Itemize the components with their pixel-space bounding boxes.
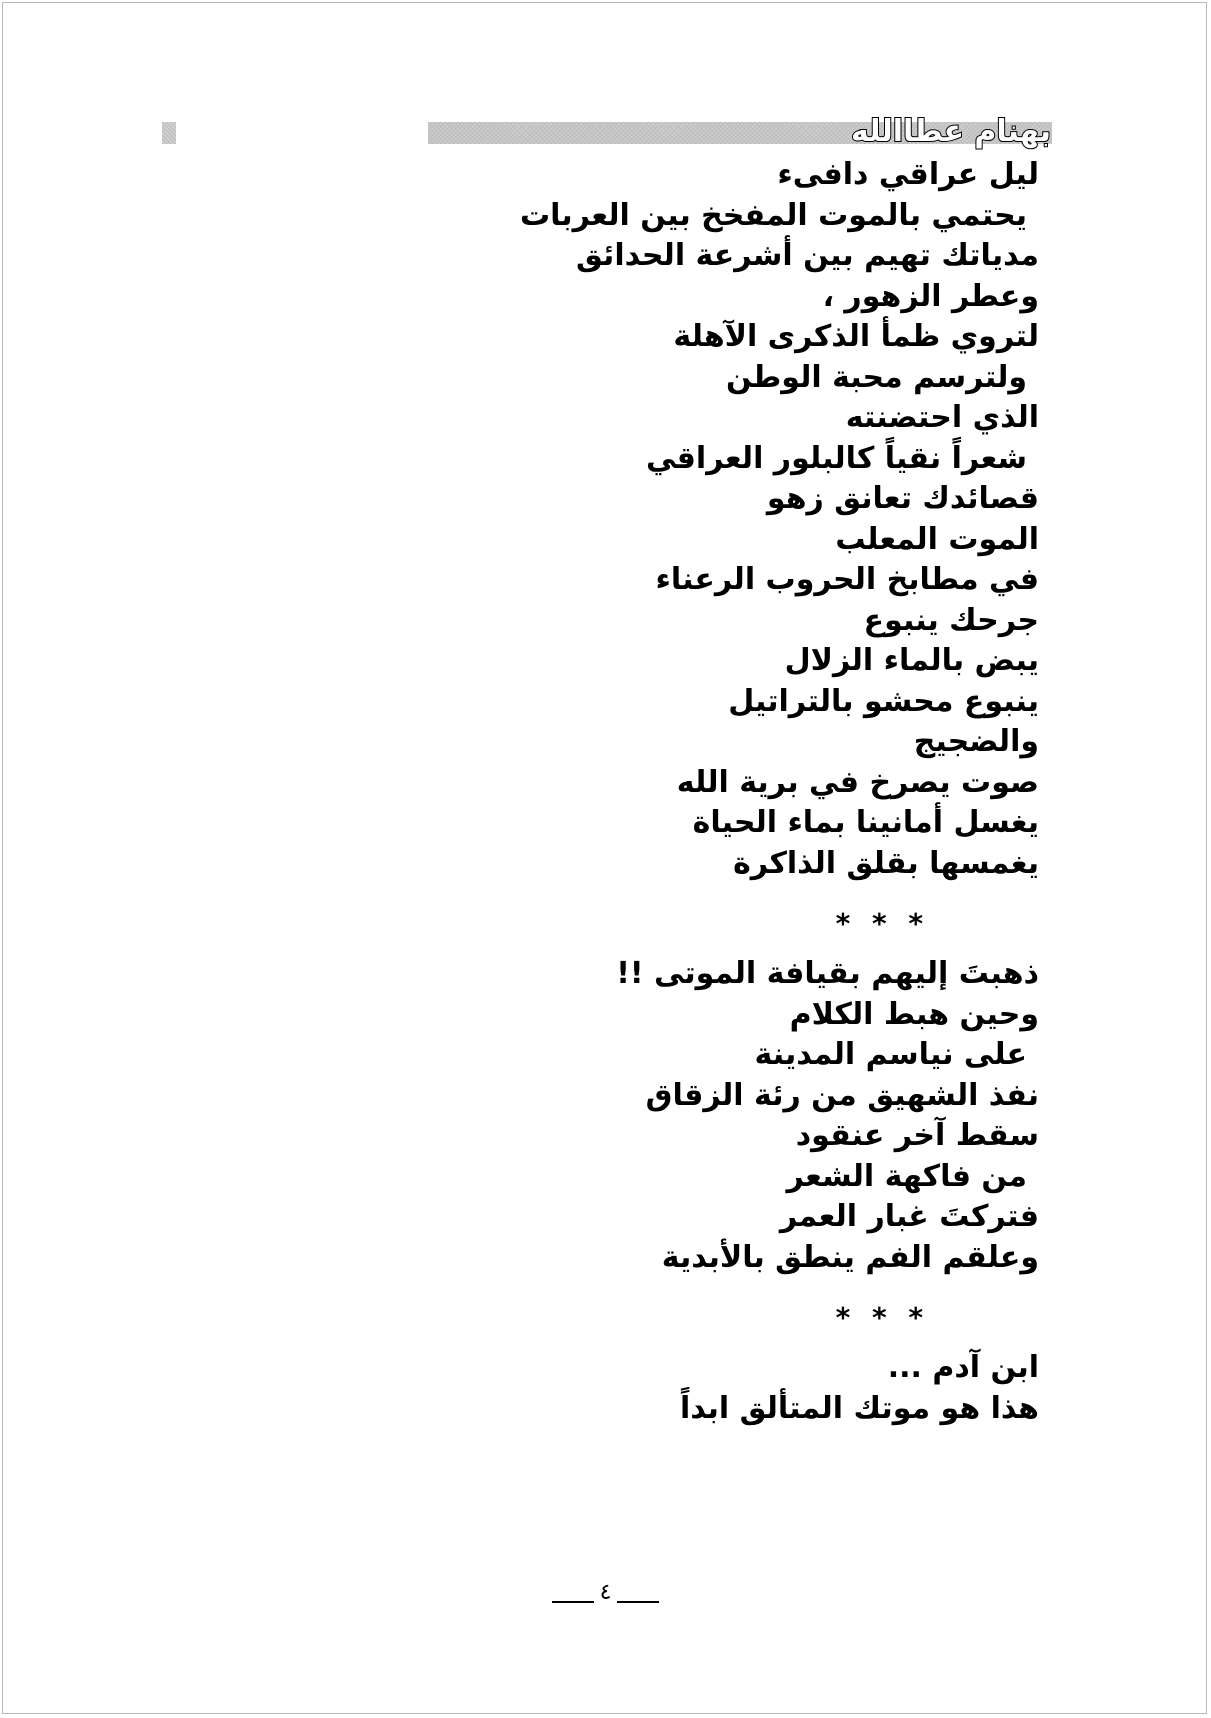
poem-line: يحتمي بالموت المفخخ بين العربات [519,197,1027,233]
poem-line: في مطابخ الحروب الرعناء [655,562,1039,597]
poem-line: من فاكهة الشعر [786,1158,1027,1194]
poem-line: وعطر الزهور ، [822,278,1039,314]
poem-line: مدياتك تهيم بين أشرعة الحدائق [576,238,1039,273]
stanza-3 [339,1348,1039,1429]
poem-line: ليل عراقي دافىء [777,157,1039,192]
poem-line: الذي احتضنته [845,400,1039,435]
poem-line: على نياسم المدينة [754,1037,1027,1072]
poem-line: ولترسم محبة الوطن [726,359,1027,395]
page-number: ٤ [599,1580,612,1605]
poem-line: صوت يصرخ في برية الله [676,764,1039,800]
poem-line: ينبوع محشو بالتراتيل [728,683,1039,719]
poem-line: يغمسها بقلق الذاكرة [733,845,1039,881]
poem-line: لتروي ظمأ الذكرى الآهلة [673,319,1039,354]
poem-line: يغسل أمانينا بماء الحياة [692,805,1039,840]
author-name: بهنام عطاالله [851,114,1051,149]
footer-rule-right [617,1601,659,1603]
poem-line: سقط آخر عنقود [795,1118,1039,1153]
poem-line: الموت المعلب [835,521,1039,557]
stanza-separator: * * * [835,907,929,940]
poem-line: شعراً نقياً كالبلور العراقي [645,440,1027,476]
page-number-footer [0,1580,1211,1605]
poem-line: نفذ الشهيق من رئة الزقاق [645,1077,1039,1113]
poem-line: هذا هو موتك المتألق ابداً [679,1390,1039,1426]
poem-line: وحين هبط الكلام [789,996,1039,1032]
poem-line: ابن آدم ... [887,1350,1039,1385]
poem-line: والضجيج [913,724,1039,759]
poem-line: وعلقم الفم ينطق بالأبدية [661,1239,1039,1275]
footer-rule-left [552,1601,594,1603]
stanza-separator: * * * [835,1301,929,1334]
poem-line: جرحك ينبوع [863,602,1039,638]
poem-line: قصائدك تعانق زهو [766,481,1039,516]
poem-line: فتركتَ غبار العمر [779,1199,1039,1234]
poem-line: ذهبتَ إليهم بقيافة الموتى !! [616,956,1039,991]
header-decor-left [162,122,176,144]
stanza-2 [339,954,1039,1278]
stanza-1 [339,155,1039,884]
poem-line: يبض بالماء الزلال [784,643,1039,678]
poem-body [339,155,1039,1429]
